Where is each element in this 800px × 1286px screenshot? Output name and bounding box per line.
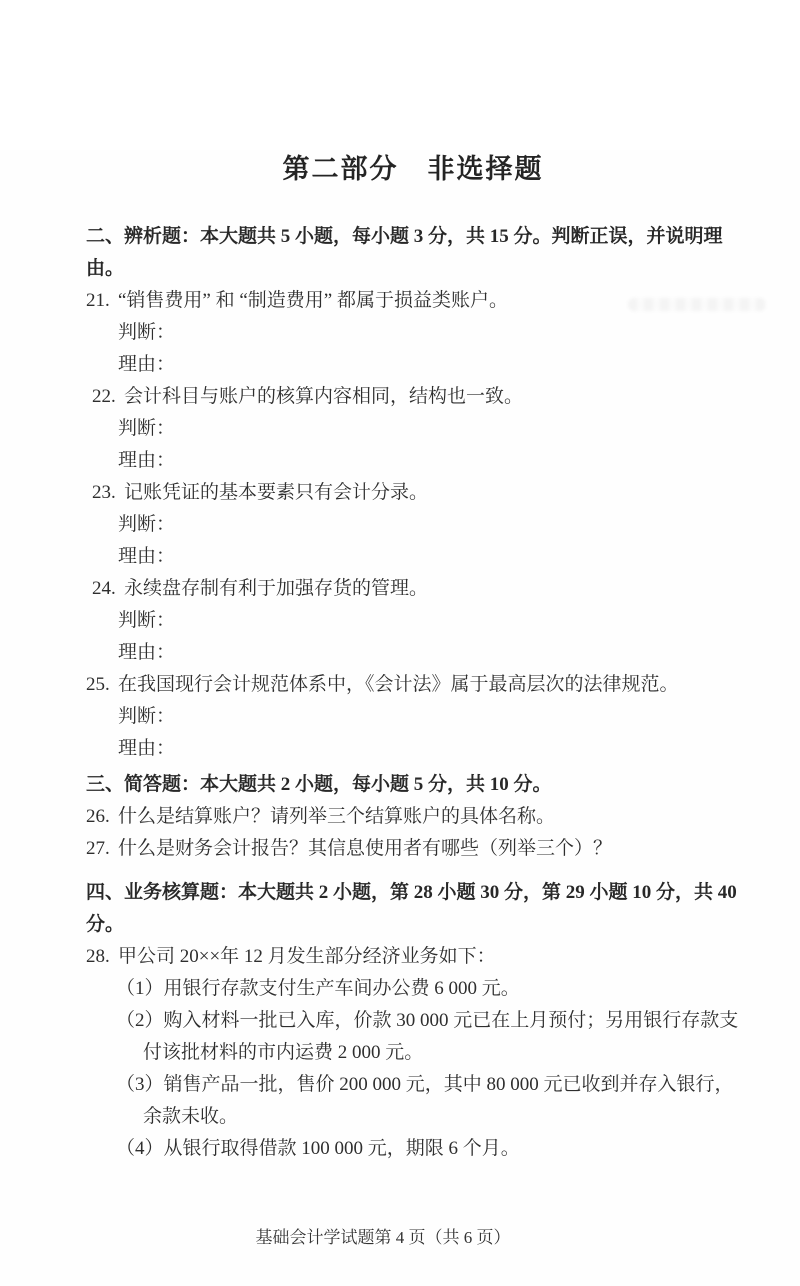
question-25-number: 25. [86,674,110,695]
section-yewu [86,877,740,1165]
question-23-judgment-label: 判断： [118,514,176,535]
page-title: 第二部分 非选择题 [282,154,544,184]
question-21-judgment-label: 判断： [118,322,176,343]
question-22-reason-label: 理由： [118,450,176,471]
question-23 [92,477,740,509]
item-1-text: 用银行存款支付生产车间办公费 6 000 元。 [163,978,520,999]
question-28-intro: 甲公司 20××年 12 月发生部分经济业务如下： [118,946,496,967]
question-23-number: 23. [92,482,116,503]
item-3-marker: （3） [116,1074,164,1095]
item-3-text: 销售产品一批，售价 200 000 元，其中 80 000 元已收到并存入银行，余款未收。 [143,1074,734,1127]
item-4-marker: （4） [116,1138,164,1159]
question-22-judgment-label: 判断： [118,418,176,439]
question-27 [86,833,740,865]
question-24 [92,573,740,605]
item-4-text: 从银行取得借款 100 000 元，期限 6 个月。 [163,1138,520,1159]
question-24-text: 永续盘存制有利于加强存货的管理。 [124,578,429,599]
item-1-marker: （1） [116,978,164,999]
question-28 [86,941,740,973]
question-28-number: 28. [86,946,110,967]
question-21-text: “销售费用” 和 “制造费用” 都属于损益类账户。 [118,290,508,311]
page-footer: 基础会计学试题第 4 页（共 6 页） [255,1228,511,1247]
item-2-text: 购入材料一批已入库，价款 30 000 元已在上月预付；另用银行存款支付该批材料的市内运费 2 000 元。 [143,1010,739,1063]
section-yewu-heading: 四、业务核算题：本大题共 2 小题，第 28 小题 30 分，第 29 小题 10 分，共 40 分。 [86,882,737,935]
question-26 [86,801,740,833]
question-27-number: 27. [86,838,110,859]
question-26-text: 什么是结算账户？请列举三个结算账户的具体名称。 [118,806,556,827]
question-24-number: 24. [92,578,116,599]
section-bianxi-heading: 二、辨析题：本大题共 5 小题，每小题 3 分，共 15 分。判断正误，并说明理由。 [86,226,723,279]
question-21-reason-label: 理由： [118,354,176,375]
question-25-judgment-label: 判断： [118,706,176,727]
question-24-judgment-label: 判断： [118,610,176,631]
question-23-text: 记账凭证的基本要素只有会计分录。 [124,482,429,503]
question-28-item-1 [116,973,740,1005]
question-25-text: 在我国现行会计规范体系中，《会计法》属于最高层次的法律规范。 [118,674,679,695]
exam-page-scan [0,150,800,1286]
question-24-reason-label: 理由： [118,642,176,663]
question-22-number: 22. [92,386,116,407]
question-22-text: 会计科目与账户的核算内容相同，结构也一致。 [124,386,524,407]
section-jianda-heading: 三、简答题：本大题共 2 小题，每小题 5 分，共 10 分。 [86,774,552,795]
scan-artifact-smudge [628,298,766,311]
question-21-number: 21. [86,290,110,311]
question-25 [86,669,740,701]
question-25-reason-label: 理由： [118,738,176,759]
question-26-number: 26. [86,806,110,827]
question-28-item-2 [116,1005,740,1069]
question-28-item-3 [116,1069,740,1133]
question-23-reason-label: 理由： [118,546,176,567]
question-28-item-4 [116,1133,740,1165]
item-2-marker: （2） [116,1010,164,1031]
section-jianda [86,769,740,865]
question-27-text: 什么是财务会计报告？其信息使用者有哪些（列举三个）？ [118,838,613,859]
question-22 [92,381,740,413]
